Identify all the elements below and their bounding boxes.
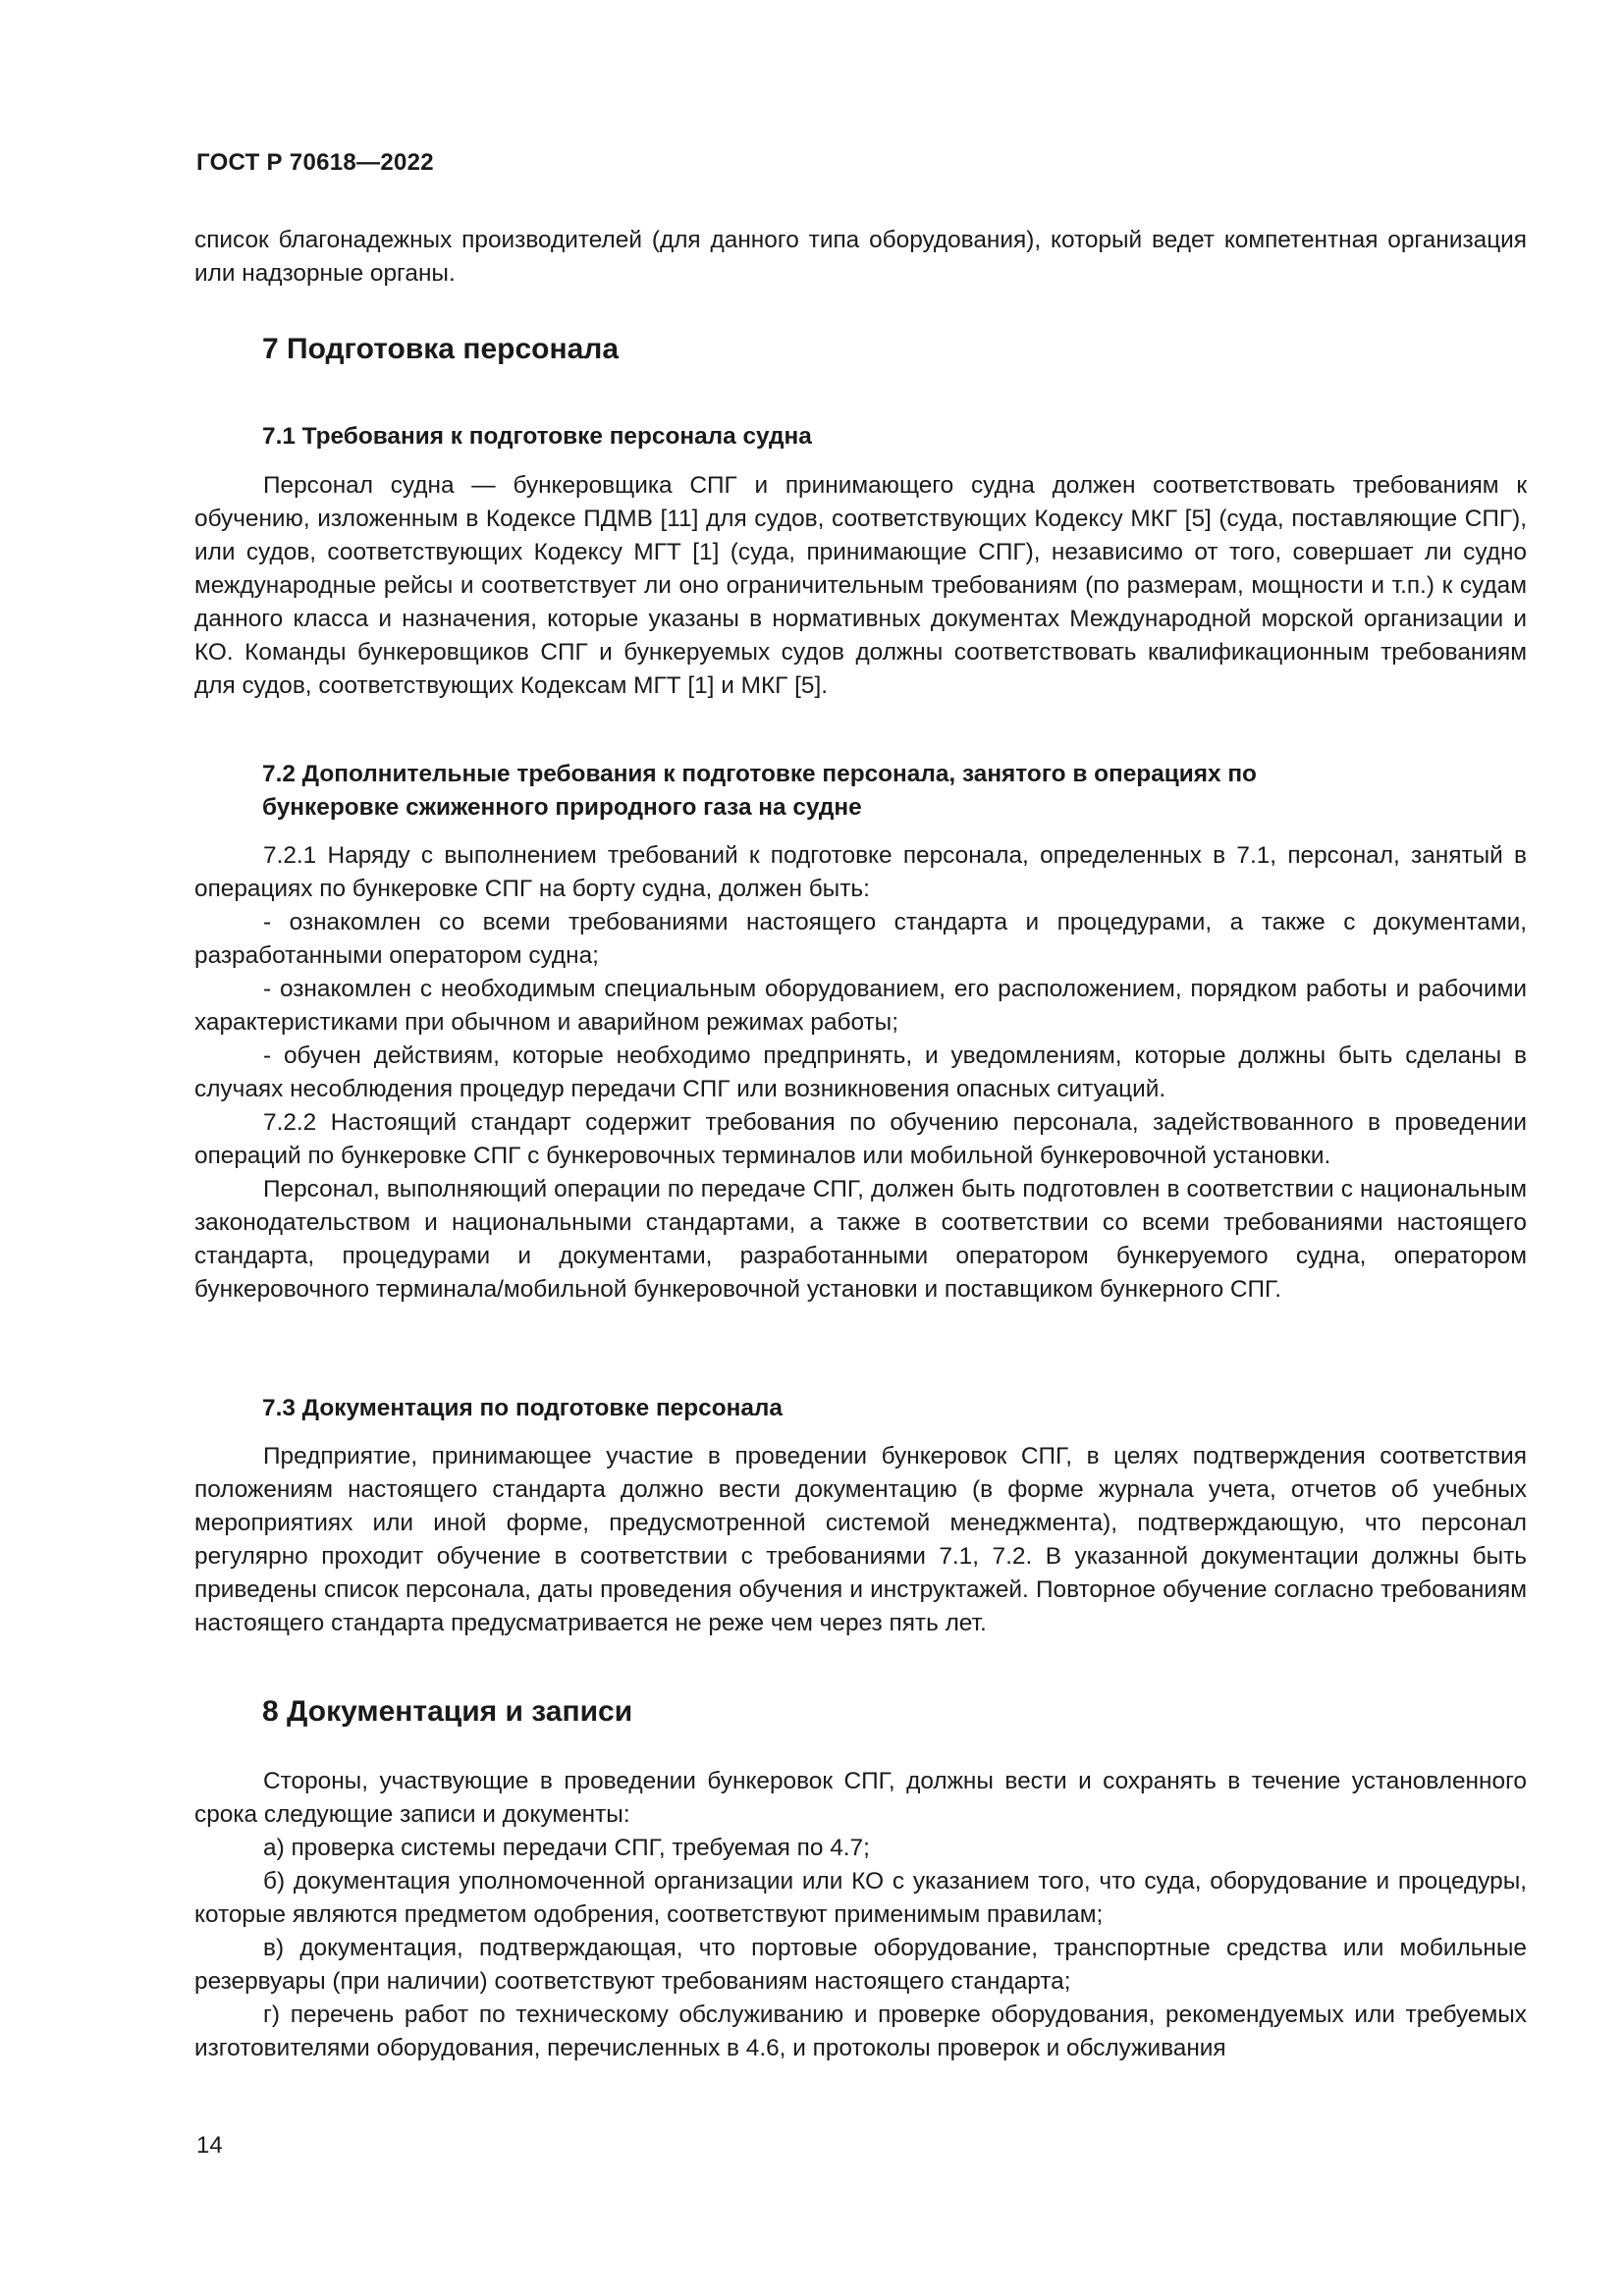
section-7-1-heading: 7.1 Требования к подготовке персонала судна (262, 423, 812, 450)
paragraph: 7.2.2 Настоящий стандарт содержит требования по обучению персонала, задействованного в проведении операций по бункеровке СПГ с бункеровочных терминалов или мобильной бункеровочной установки. (194, 1109, 1527, 1169)
paragraph: Персонал судна — бункеровщика СПГ и принимающего судна должен соответствовать требованиям к обучению, изложенным в Кодексе ПДМВ [11] для судов, соответствующих Кодексу МКГ [5] (суда, поставляющие СПГ), или судов, соответствующих Кодексу МГТ [1] (суда, принимающие СПГ), независимо от того, совершает ли судно международные рейсы и соответствует ли оно ограничительным требованиям (по размерам, мощности и т.п.) к судам данного класса и назначения, которые указаны в нормативных документах Международной морской организации и КО. Команды бункеровщиков СПГ и бункеруемых судов должны соответствовать квалификационным требованиям для судов, соответствующих Кодексам МГТ [1] и МКГ [5]. (194, 472, 1527, 699)
list-item: б) документация уполномоченной организации или КО с указанием того, что суда, оборудование и процедуры, которые являются предметом одобрения, соответствуют применимым правилам; (194, 1868, 1527, 1928)
section-7-3-heading: 7.3 Документация по подготовке персонала (262, 1395, 783, 1421)
list-item: - ознакомлен со всеми требованиями настоящего стандарта и процедурами, а также с документами, разработанными оператором судна; (194, 909, 1527, 969)
section-8-body (194, 1765, 1527, 2065)
continuation-paragraph: список благонадежных производителей (для данного типа оборудования), который ведет компетентная организация или надзорные органы. (194, 227, 1527, 287)
heading-line: 7.2 Дополнительные требования к подготовке персонала, занятого в операциях по (262, 761, 1257, 787)
list-item: - ознакомлен с необходимым специальным оборудованием, его расположением, порядком работы и рабочими характеристиками при обычном и аварийном режимах работы; (194, 976, 1527, 1036)
paragraph: 7.2.1 Наряду с выполнением требований к подготовке персонала, определенных в 7.1, персонал, занятый в операциях по бункеровке СПГ на борту судна, должен быть: (194, 842, 1527, 902)
section-8-heading: 8 Документация и записи (262, 1695, 633, 1728)
heading-line: бункеровке сжиженного природного газа на судне (262, 794, 862, 821)
page-number: 14 (196, 2132, 223, 2159)
paragraph: Стороны, участвующие в проведении бункеровок СПГ, должны вести и сохранять в течение установленного срока следующие записи и документы: (194, 1768, 1527, 1828)
section-7-3-body (194, 1440, 1527, 1640)
list-item: г) перечень работ по техническому обслуживанию и проверке оборудования, рекомендуемых или требуемых изготовителями оборудования, перечисленных в 4.6, и протоколы проверок и обслуживания (194, 2002, 1527, 2061)
section-7-2-heading (262, 758, 1489, 825)
section-7-1-body (194, 469, 1527, 703)
section-7-2-body (194, 839, 1527, 1307)
list-item: - обучен действиям, которые необходимо предпринять, и уведомлениям, которые должны быть сделаны в случаях несоблюдения процедур передачи СПГ или возникновения опасных ситуаций. (194, 1042, 1527, 1102)
paragraph: Предприятие, принимающее участие в проведении бункеровок СПГ, в целях подтверждения соответствия положениям настоящего стандарта должно вести документацию (в форме журнала учета, отчетов об учебных мероприятиях или иной форме, предусмотренной системой менеджмента), подтверждающую, что персонал регулярно проходит обучение в соответствии с требованиями 7.1, 7.2. В указанной документации должны быть приведены список персонала, даты проведения обучения и инструктажей. Повторное обучение согласно требованиям настоящего стандарта предусматривается не реже чем через пять лет. (194, 1443, 1527, 1636)
paragraph: Персонал, выполняющий операции по передаче СПГ, должен быть подготовлен в соответствии с национальным законодательством и национальными стандартами, а также в соответствии со всеми требованиями настоящего стандарта, процедурами и документами, разработанными оператором бункеруемого судна, оператором бункеровочного терминала/мобильной бункеровочной установки и поставщиком бункерного СПГ. (194, 1176, 1527, 1303)
list-item: в) документация, подтверждающая, что портовые оборудование, транспортные средства или мобильные резервуары (при наличии) соответствуют требованиям настоящего стандарта; (194, 1935, 1527, 1995)
section-7-heading: 7 Подготовка персонала (262, 333, 620, 365)
list-item: а) проверка системы передачи СПГ, требуемая по 4.7; (263, 1835, 870, 1861)
document-header: ГОСТ Р 70618—2022 (196, 149, 434, 176)
